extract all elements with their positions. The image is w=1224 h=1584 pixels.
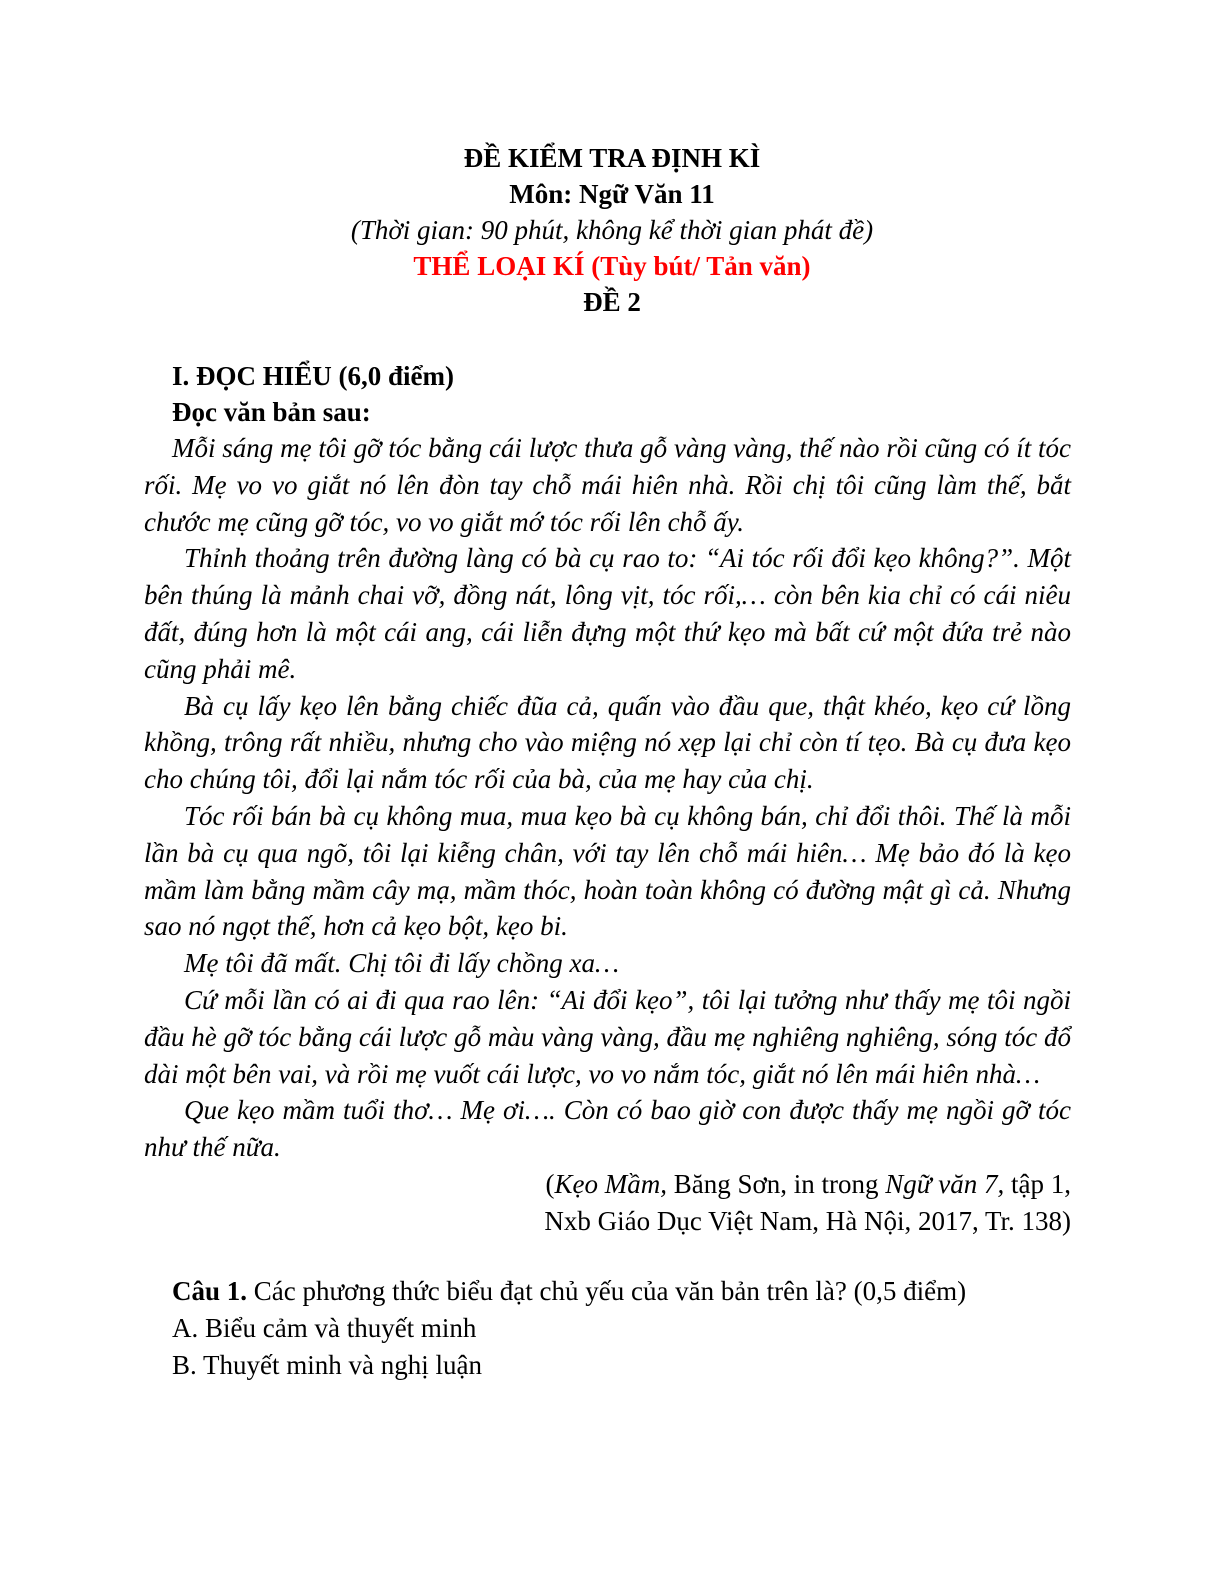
passage-paragraph: Bà cụ lấy kẹo lên bằng chiếc đũa cả, quấn vào đầu que, thật khéo, kẹo cứ lồng khồng, trông rất nhiều, nhưng cho vào miệng nó xẹp lại chỉ còn tí tẹo. Bà cụ đưa kẹo cho chúng tôi, đổi lại nắm tóc rối của bà, của mẹ hay của chị.: [144, 690, 1071, 795]
passage-paragraph: Mẹ tôi đã mất. Chị tôi đi lấy chồng xa…: [184, 948, 619, 979]
reading-passage: [144, 430, 1071, 1166]
citation-line-2: Nxb Giáo Dục Việt Nam, Hà Nội, 2017, Tr. 138): [544, 1205, 1071, 1236]
exam-header: [0, 140, 1224, 320]
citation-volume: tập 1,: [1004, 1168, 1071, 1199]
passage-paragraph: Thỉnh thoảng trên đường làng có bà cụ rao to: “Ai tóc rối đổi kẹo không?”. Một bên thúng là mảnh chai vỡ, đồng nát, lông vịt, tóc rối,… còn bên kia chỉ có cái niêu đất, đúng hơn là một cái ang, cái liễn đựng một thứ kẹo mà bất cứ một đứa trẻ nào cũng phải mê.: [144, 543, 1071, 684]
question-1: [144, 1273, 1071, 1310]
exam-title: ĐỀ KIỂM TRA ĐỊNH KÌ: [463, 143, 761, 173]
citation-author: Băng Sơn, in trong: [667, 1168, 886, 1199]
exam-genre: THỂ LOẠI KÍ (Tùy bút/ Tản văn): [413, 251, 811, 281]
citation-open: (: [545, 1168, 555, 1199]
passage-paragraph: Mỗi sáng mẹ tôi gỡ tóc bằng cái lược thưa gỗ vàng vàng, thế nào rồi cũng có ít tóc rối. Mẹ vo vo giắt nó lên đòn tay chỗ mái hiên nhà. Rồi chị tôi cũng làm thế, bắt chước mẹ cũng gỡ tóc, vo vo giắt mớ tóc rối lên chỗ ấy.: [144, 433, 1071, 537]
passage-paragraph: Cứ mỗi lần có ai đi qua rao lên: “Ai đổi kẹo”, tôi lại tưởng như thấy mẹ tôi ngồi đầu hè gỡ tóc bằng cái lược gỗ màu vàng vàng, đầu mẹ nghiêng nghiêng, sóng tóc đổ dài một bên vai, và rồi mẹ vuốt cái lược, vo vo nắm tóc, giắt nó lên mái hiên nhà…: [144, 984, 1071, 1089]
passage-paragraph: Que kẹo mầm tuổi thơ… Mẹ ơi…. Còn có bao giờ con được thấy mẹ ngồi gỡ tóc như thế nữa.: [144, 1095, 1071, 1163]
exam-content: [144, 358, 1071, 1384]
citation-book-title: Ngữ văn 7,: [885, 1168, 1005, 1199]
passage-citation: [144, 1166, 1071, 1240]
citation-line-1: [144, 1166, 1071, 1203]
exam-number: ĐỀ 2: [583, 287, 641, 317]
reading-instruction: Đọc văn bản sau:: [172, 397, 371, 427]
question-text: Các phương thức biểu đạt chủ yếu của văn bản trên là? (0,5 điểm): [247, 1275, 967, 1306]
question-label: Câu 1.: [172, 1275, 248, 1306]
exam-subject: Môn: Ngữ Văn 11: [509, 179, 715, 209]
answer-option-b: B. Thuyết minh và nghị luận: [172, 1349, 482, 1380]
citation-work-title: Kẹo Mầm,: [554, 1168, 667, 1199]
section-title: I. ĐỌC HIỂU (6,0 điểm): [172, 361, 454, 391]
passage-paragraph: Tóc rối bán bà cụ không mua, mua kẹo bà cụ không bán, chỉ đổi thôi. Thế là mỗi lần bà cụ qua ngõ, tôi lại kiễng chân, với tay lên chỗ mái hiên… Mẹ bảo đó là kẹo mầm làm bằng mầm cây mạ, mầm thóc, hoàn toàn không có đường mật gì cả. Nhưng sao nó ngọt thế, hơn cả kẹo bột, kẹo bi.: [144, 800, 1071, 942]
exam-time: (Thời gian: 90 phút, không kể thời gian phát đề): [350, 215, 874, 245]
answer-option-a: A. Biểu cảm và thuyết minh: [172, 1312, 477, 1343]
